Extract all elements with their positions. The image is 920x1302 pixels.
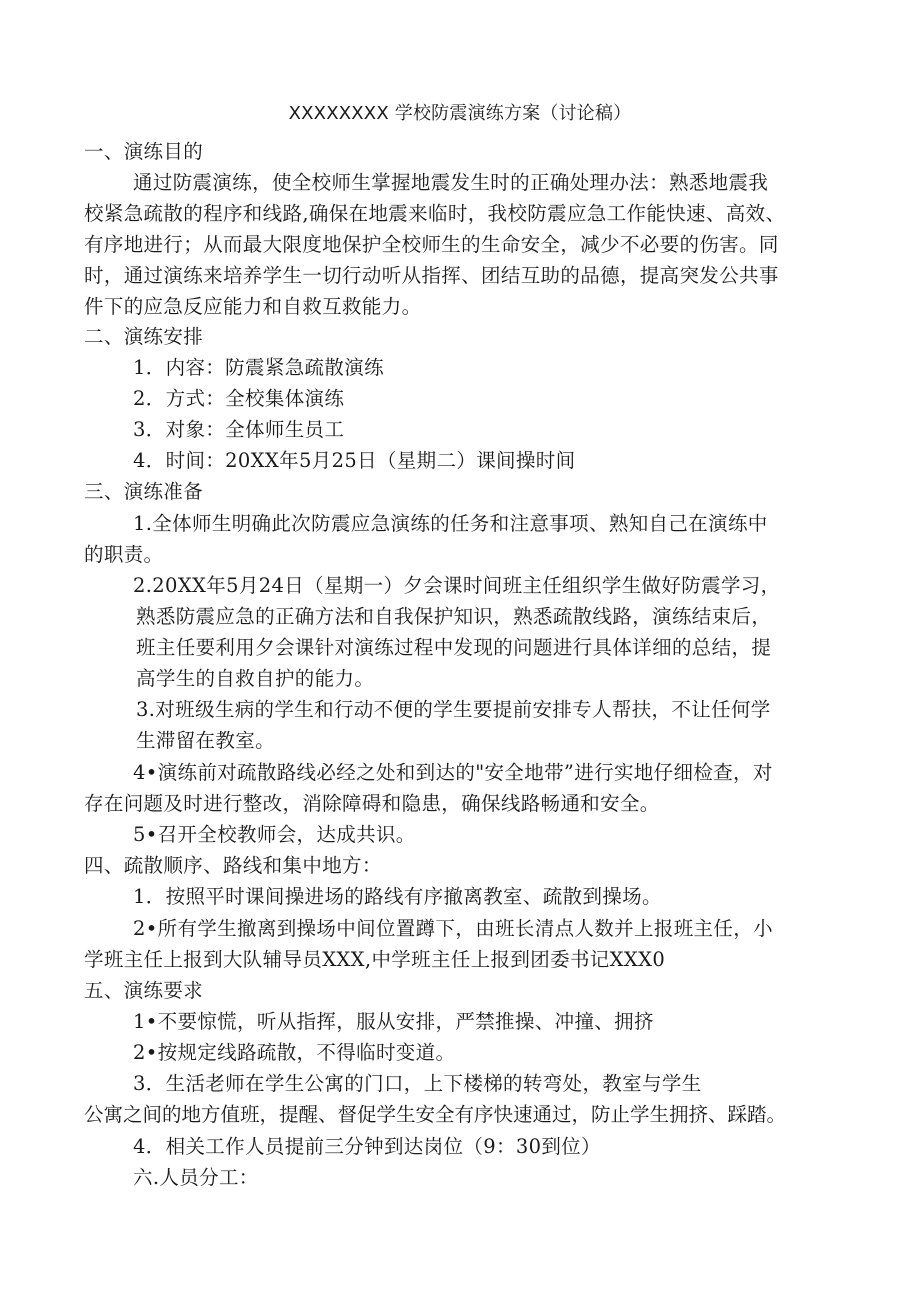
paragraph-line: 熟悉防震应急的正确方法和自我保护知识，熟悉疏散线路，演练结束后， [136, 605, 772, 628]
document-title: XXXXXXXX 学校防震演练方案（讨论稿） [288, 103, 632, 124]
list-item: 4．相关工作人员提前三分钟到达岗位（9：30到位） [133, 1135, 601, 1158]
paragraph-line: 学班主任上报到大队辅导员XXX,中学班主任上报到团委书记XXX0 [84, 948, 666, 971]
paragraph-line: 生滞留在教室。 [136, 729, 275, 752]
paragraph-line: 班主任要利用夕会课针对演练过程中发现的问题进行具体详细的总结，提 [136, 636, 772, 659]
paragraph-line: 校紧急疏散的程序和线路,确保在地震来临时，我校防震应急工作能快速、高效、 [84, 202, 786, 225]
list-item: 3.对班级生病的学生和行动不便的学生要提前安排专人帮扶，不让任何学 [136, 698, 771, 721]
paragraph-line: 的职责。 [84, 543, 164, 566]
list-item: 4•演练前对疏散路线必经之处和到达的"安全地带”进行实地仔细检查，对 [133, 761, 773, 784]
section-heading-preparation: 三、演练准备 [84, 480, 204, 503]
list-item: 2•所有学生撤离到操场中间位置蹲下，由班长清点人数并上报班主任，小 [133, 917, 773, 940]
section-heading-purpose: 一、演练目的 [84, 140, 204, 163]
paragraph-line: 时，通过演练来培养学生一切行动听从指挥、团结互助的品德，提高突发公共事 [84, 264, 779, 287]
paragraph-line: 有序地进行；从而最大限度地保护全校师生的生命安全，减少不必要的伤害。同 [84, 233, 779, 256]
list-item: 2.20XX年5月24日（星期一）夕会课时间班主任组织学生做好防震学习， [133, 574, 781, 597]
list-item: 5•召开全校教师会，达成共识。 [133, 823, 416, 846]
list-item: 2．方式：全校集体演练 [133, 387, 345, 410]
paragraph-line: 件下的应急反应能力和自救互救能力。 [84, 295, 422, 318]
list-item: 1•不要惊慌，听从指挥，服从安排，严禁推操、冲撞、拥挤 [133, 1010, 654, 1033]
paragraph-line: 高学生的自救自护的能力。 [136, 667, 375, 690]
list-item: 1．按照平时课间操进场的路线有序撤离教室、疏散到操场。 [133, 885, 662, 908]
list-item: 3．对象：全体师生员工 [133, 418, 345, 441]
paragraph-line: 通过防震演练，使全校师生掌握地震发生时的正确处理办法：熟悉地震我 [133, 171, 769, 194]
list-item: 2•按规定线路疏散，不得临时变道。 [133, 1041, 456, 1064]
list-item: 1.全体师生明确此次防震应急演练的任务和注意事项、熟知自己在演练中 [133, 512, 768, 535]
section-heading-requirements: 五、演练要求 [84, 979, 204, 1002]
section-heading-staffing: 六.人员分工： [133, 1166, 259, 1189]
section-heading-arrangement: 二、演练安排 [84, 325, 204, 348]
section-heading-evacuation: 四、疏散顺序、路线和集中地方： [84, 854, 382, 877]
list-item: 3．生活老师在学生公寓的门口，上下楼梯的转弯处，教室与学生 [133, 1072, 702, 1095]
paragraph-line: 公寓之间的地方值班，提醒、督促学生安全有序快速通过，防止学生拥挤、踩踏。 [84, 1103, 787, 1126]
list-item: 1．内容：防震紧急疏散演练 [133, 356, 384, 379]
list-item: 4．时间：20XX年5月25日（星期二）课间操时间 [133, 449, 576, 472]
paragraph-line: 存在问题及时进行整改，消除障碍和隐患，确保线路畅通和安全。 [84, 792, 660, 815]
